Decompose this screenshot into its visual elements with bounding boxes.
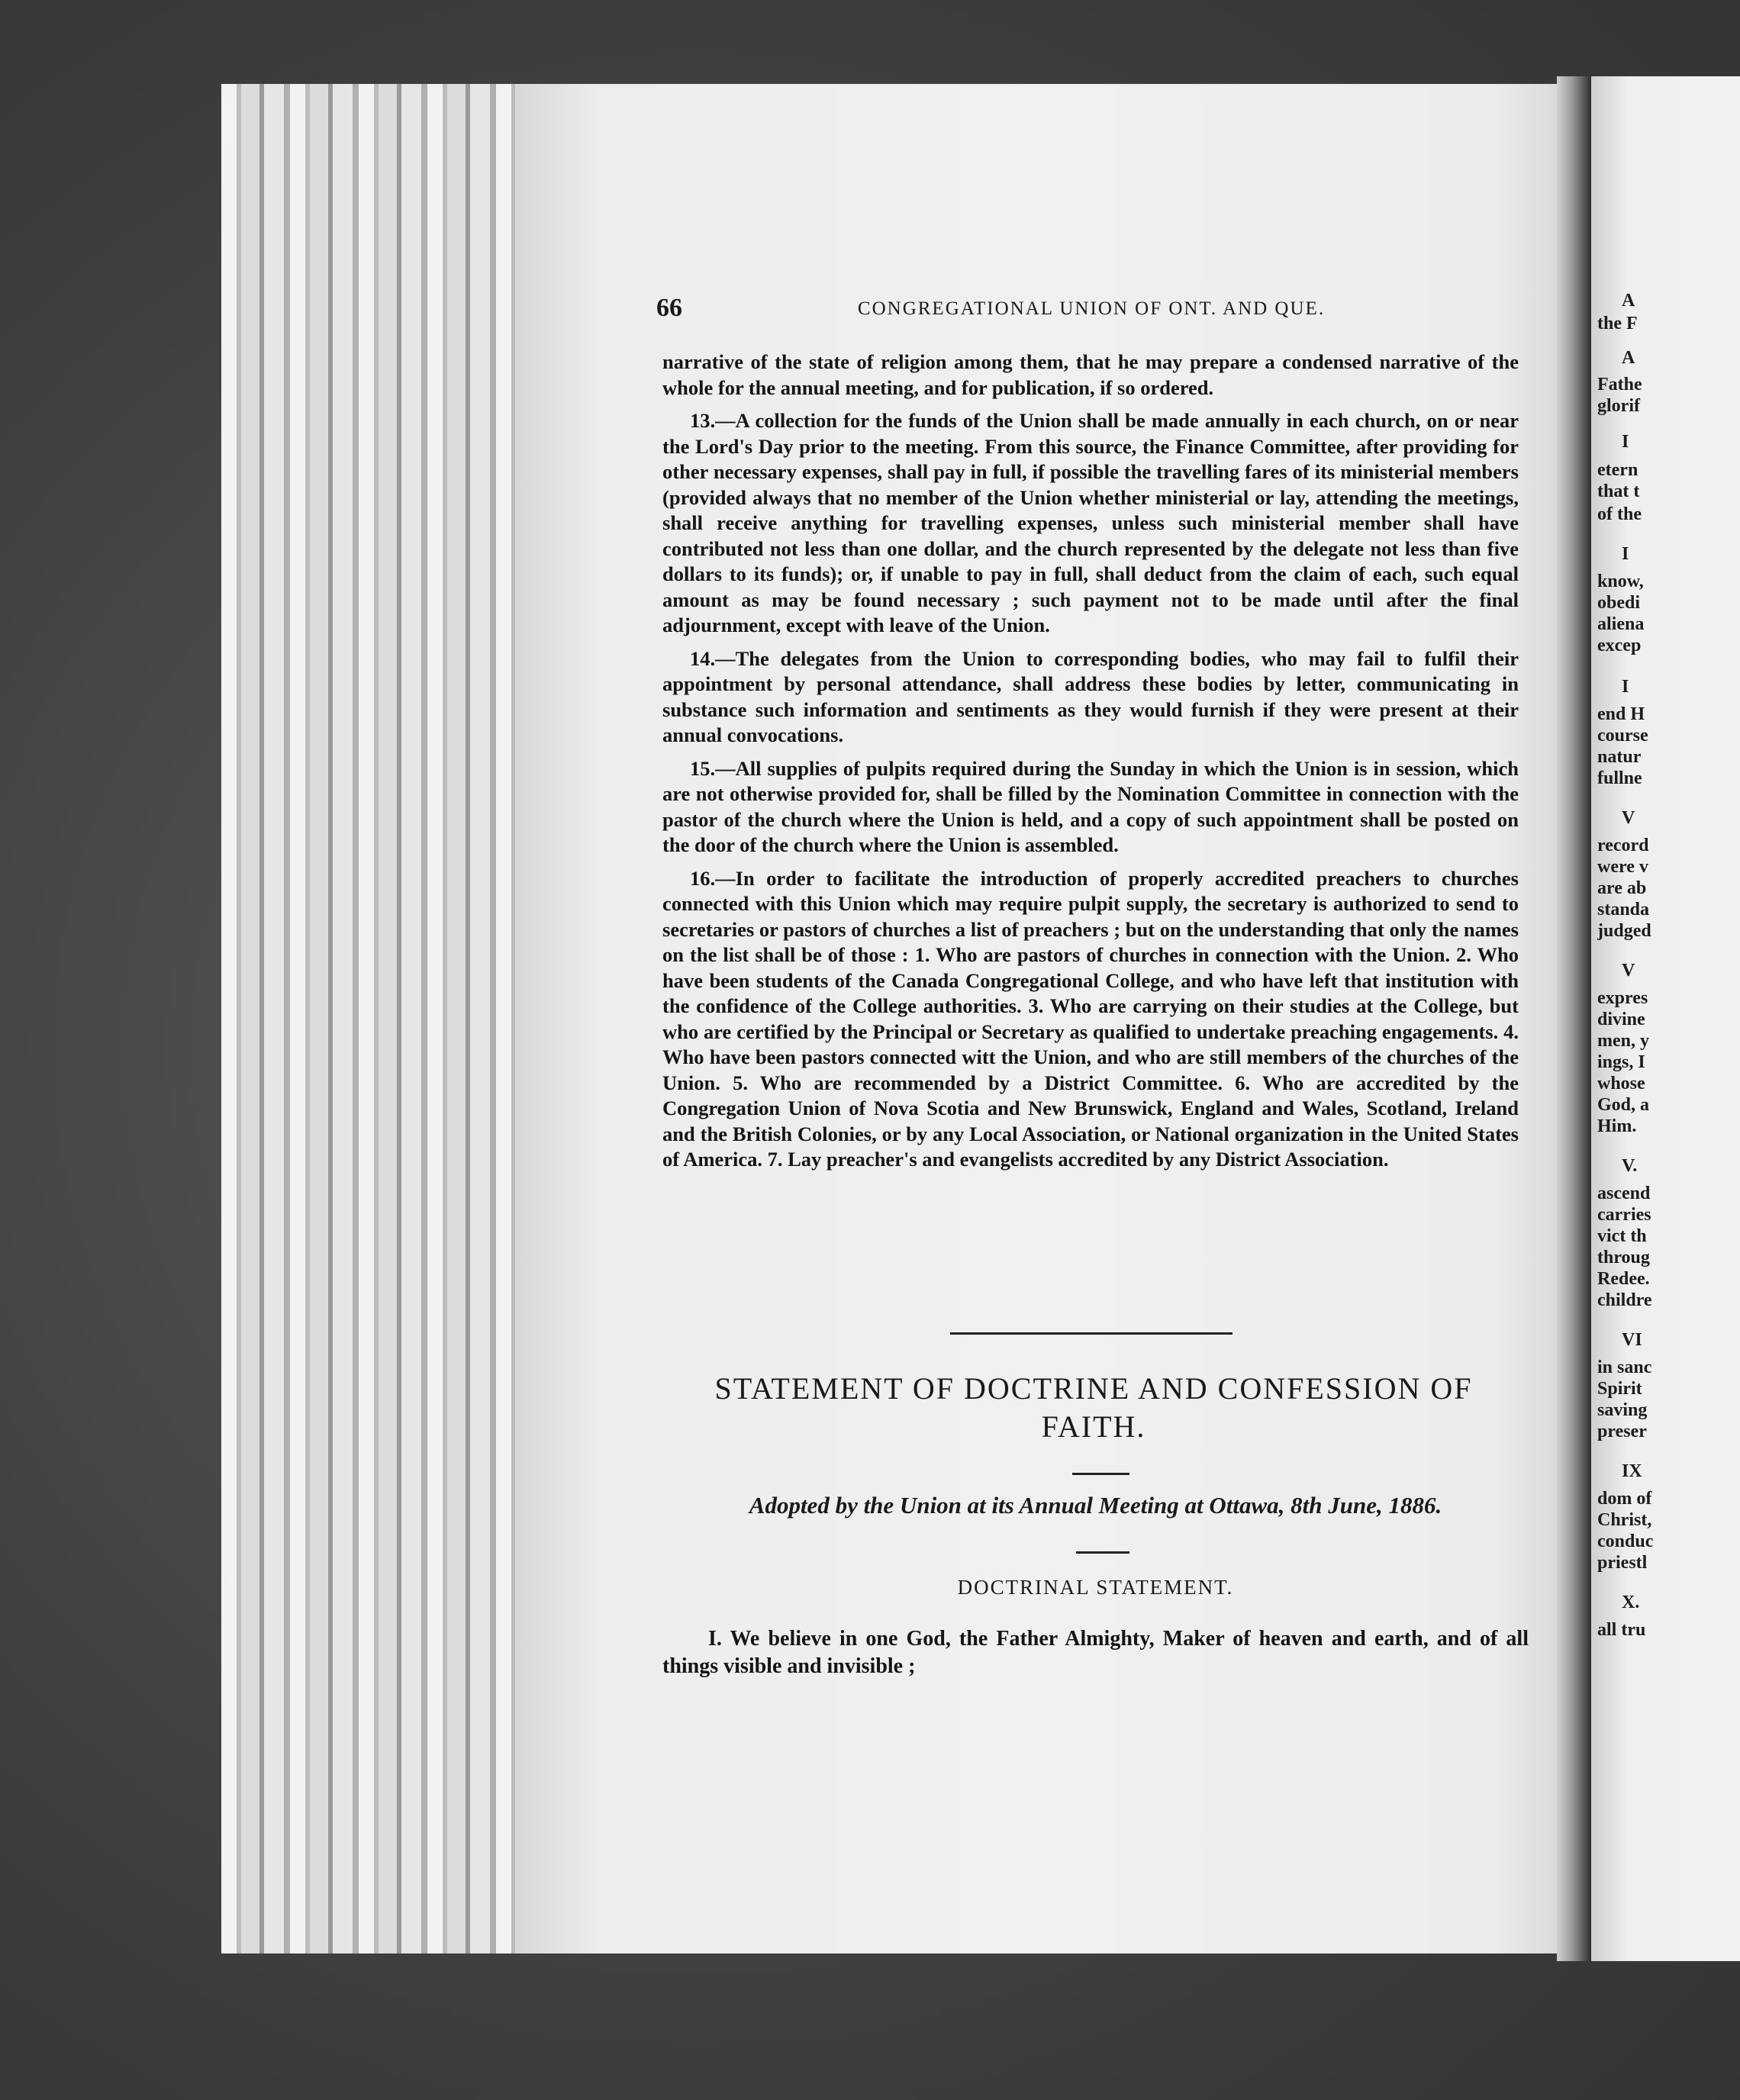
running-head [656, 294, 1496, 324]
facing-page-fragment: IX [1622, 1461, 1642, 1481]
facing-page-fragment: Him. [1597, 1116, 1637, 1136]
book-gutter [1557, 76, 1591, 1961]
facing-page-fragment: the F [1597, 314, 1638, 333]
facing-page-fragment: that t [1597, 482, 1640, 501]
facing-page-fragment: God, a [1597, 1095, 1650, 1115]
paragraph-continuation: narrative of the state of religion among them, that he may prepare a condensed narrative of the whole for the annual meeting, and for publication, if so ordered. [662, 350, 1519, 399]
facing-page-fragment: I [1622, 544, 1629, 564]
facing-page-fragment: judged [1597, 921, 1651, 941]
facing-page-fragment: I [1622, 432, 1629, 452]
facing-page-fragment: Redee. [1597, 1269, 1650, 1289]
facing-page-fragment: VI [1622, 1330, 1642, 1350]
facing-page-fragment: are ab [1597, 878, 1647, 898]
facing-page-fragment: throug [1597, 1248, 1650, 1267]
facing-page-fragment: all tru [1597, 1620, 1646, 1640]
facing-page-fragment: A [1622, 348, 1635, 368]
section-divider [950, 1332, 1232, 1335]
facing-page-fragment: saving [1597, 1400, 1648, 1420]
facing-page-fragment: obedi [1597, 593, 1641, 613]
facing-page-fragment: glorif [1597, 396, 1640, 416]
facing-page-fragment: expres [1597, 988, 1648, 1008]
facing-page-fragment: standa [1597, 900, 1650, 920]
facing-page-fragment: fullne [1597, 768, 1642, 788]
facing-page-fragment: Christ, [1597, 1510, 1652, 1530]
facing-page-fragment: I [1622, 677, 1629, 697]
paragraph-13: 13.—A collection for the funds of the Union shall be made annually in each church, on or near the Lord's Day prior to the meeting. From this source, the Finance Committee, after providing for other necessary expenses, shall pay in full, if possible the travelling fares of its ministerial members (provided always that no member of the Union whether ministerial or lay, attending the meetings, shall receive anything for travelling expenses, unless such ministerial member shall have contributed not less than one dollar, and the church represented by the delegate not less than five dollars to its funds); or, if unable to pay in full, shall deduct from the claim of each, such equal amount as may be found necessary ; such payment not to be made until after the final adjournment, except with leave of the Union. [662, 409, 1519, 636]
facing-page-fragment: divine [1597, 1010, 1645, 1029]
facing-page-fragment: Fathe [1597, 375, 1642, 395]
facing-page-fragment: excep [1597, 636, 1642, 655]
facing-page-fragment: childre [1597, 1290, 1652, 1310]
facing-page-fragment: in sanc [1597, 1358, 1652, 1377]
facing-page-fragment: men, y [1597, 1031, 1649, 1051]
running-title: CONGREGATIONAL UNION OF ONT. AND QUE. [857, 298, 1326, 319]
facing-page-fragment: ascend [1597, 1184, 1651, 1203]
paragraph-14: 14.—The delegates from the Union to corresponding bodies, who may fail to fulfil their appointment by personal attendance, shall address these bodies by letter, communicating in substance such information and sentiments as they would furnish if they were present at their annual convocations. [662, 646, 1519, 746]
facing-page-fragment: vict th [1597, 1226, 1647, 1246]
facing-page-fragment: priestl [1597, 1553, 1648, 1573]
facing-page-fragment: aliena [1597, 614, 1645, 634]
facing-page-fragment: carries [1597, 1205, 1651, 1225]
facing-page-fragment: record [1597, 836, 1649, 855]
facing-page-fragment: X. [1622, 1593, 1640, 1612]
title-rule [1072, 1473, 1129, 1475]
facing-page-fragment: Spirit [1597, 1379, 1642, 1399]
facing-page-fragment: end H [1597, 704, 1645, 724]
book-page-edges [221, 84, 515, 1953]
facing-page-fragment: natur [1597, 747, 1642, 767]
facing-page-fragment: V [1622, 808, 1635, 828]
article-1: I. We believe in one God, the Father Almighty, Maker of heaven and earth, and of all things visible and invisible ; [662, 1627, 1529, 1678]
facing-page-fragment: course [1597, 726, 1648, 746]
adoption-note: Adopted by the Union at its Annual Meeting at Ottawa, 8th June, 1886. [749, 1492, 1442, 1519]
facing-page-fragment: etern [1597, 460, 1638, 480]
statement-title: STATEMENT OF DOCTRINE AND CONFESSION OF FAITH. [714, 1371, 1473, 1444]
page-number: 66 [656, 294, 682, 322]
facing-page-fragment: A [1622, 291, 1635, 311]
facing-page-fragment: V [1622, 961, 1635, 981]
facing-page-fragment: were v [1597, 857, 1648, 877]
paragraph-16: 16.—In order to facilitate the introduction of properly accredited preachers to churches connected with this Union which may require pulpit supply, the secretary is authorized to send to secretaries or pastors of churches a list of preachers ; but on the understanding that only the names on the list shall be of those : 1. Who are pastors of churches in connection with the Union. 2. Who have been students of the Canada Congregational College, and who have left that institution with the confidence of the College authorities. 3. Who are carrying on their studies at the College, but who are certified by the Principal or Secretary as qualified to undertake preaching engagements. 4. Who have been pastors connected witt the Union, and who are still members of the churches of the Union. 5. Who are recommended by a District Committee. 6. Who are accredited by the Congregation Union of Nova Scotia and New Brunswick, England and Wales, Scotland, Ireland and the British Colonies, or by any Local Association, or National organization in the United States of America. 7. Lay preacher's and evangelists accredited by any District Association. [662, 866, 1519, 1171]
section-heading: DOCTRINAL STATEMENT. [957, 1576, 1234, 1599]
facing-page [1591, 76, 1740, 1961]
facing-page-fragment: dom of [1597, 1489, 1652, 1509]
body-text [662, 349, 1519, 1180]
subtitle-rule [1076, 1551, 1129, 1554]
facing-page-fragment: know, [1597, 572, 1644, 591]
facing-page-fragment: of the [1597, 504, 1642, 524]
facing-page-fragment: whose [1597, 1074, 1645, 1093]
facing-page-fragment: ings, I [1597, 1052, 1645, 1072]
facing-page-fragment: V. [1622, 1156, 1638, 1176]
paragraph-15: 15.—All supplies of pulpits required during the Sunday in which the Union is in session, which are not otherwise provided for, shall be filled by the Nomination Committee in connection with the pastor of the church where the Union is held, and a copy of such appointment shall be posted on the door of the church where the Union is assembled. [662, 756, 1519, 856]
facing-page-fragment: preser [1597, 1422, 1647, 1441]
facing-page-fragment: conduc [1597, 1532, 1654, 1551]
